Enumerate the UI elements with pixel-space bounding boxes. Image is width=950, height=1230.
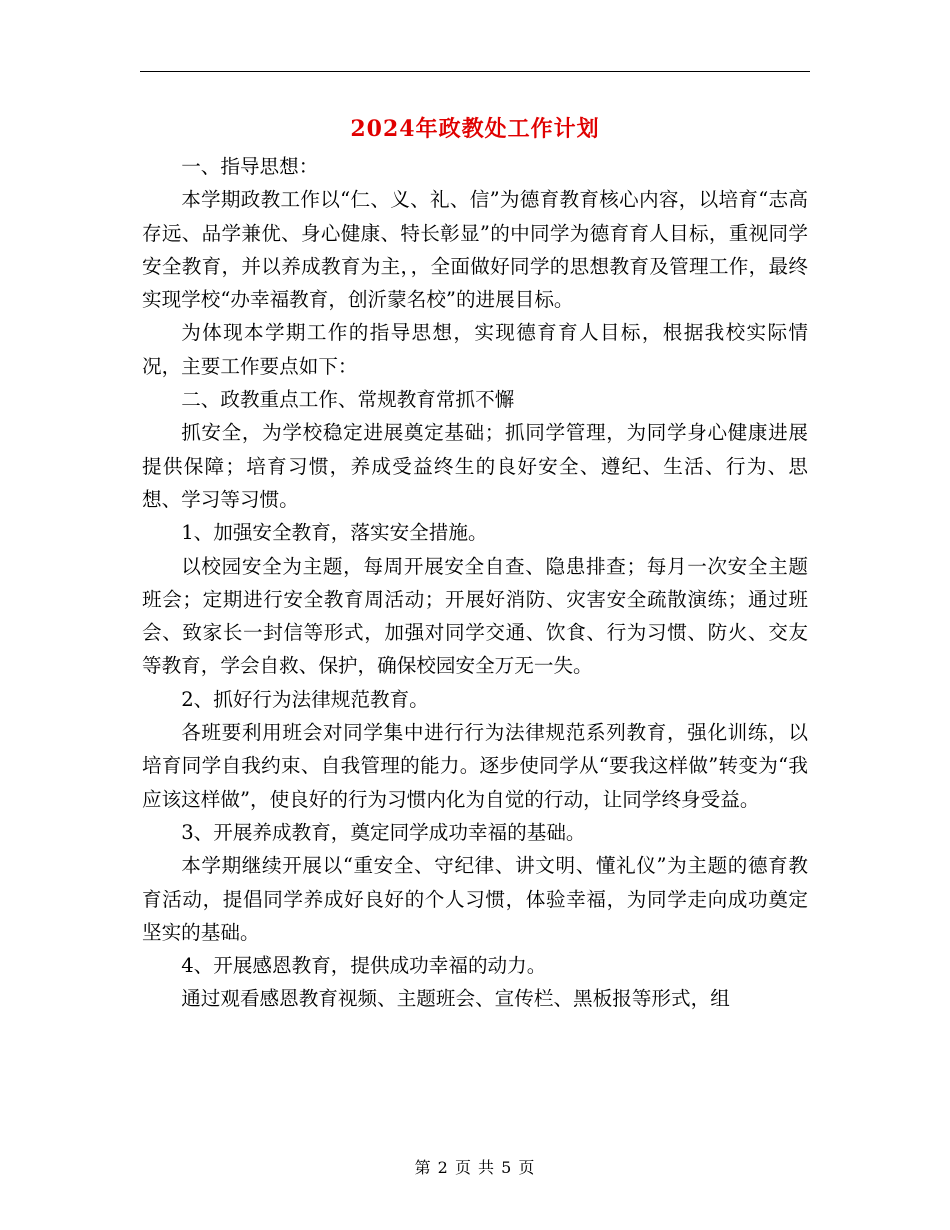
paragraph: 二、政教重点工作、常规教育常抓不懈 [181,388,515,412]
paragraph: 2、抓好行为法律规范教育。 [181,687,429,711]
paragraph: 抓安全，为学校稳定进展奠定基础；抓同学管理，为同学身心健康进展提供保障；培育习惯，养成受益终生的良好安全、遵纪、生活、行为、思想、学习等习惯。 [142,421,808,511]
paragraph: 为体现本学期工作的指导思想，实现德育育人目标，根据我校实际情况，主要工作要点如下： [142,321,808,378]
paragraph: 本学期继续开展以“重安全、守纪律、讲文明、懂礼仪”为主题的德育教育活动，提倡同学养成好良好的个人习惯，体验幸福，为同学走向成功奠定坚实的基础。 [142,854,808,944]
document-title: 2024年政教处工作计划 [350,116,600,142]
paragraph: 4、开展感恩教育，提供成功幸福的动力。 [181,954,547,978]
paragraph: 3、开展养成教育，奠定同学成功幸福的基础。 [181,820,586,844]
paragraph: 以校园安全为主题，每周开展安全自查、隐患排查；每月一次安全主题班会；定期进行安全教育周活动；开展好消防、灾害安全疏散演练；通过班会、致家长一封信等形式，加强对同学交通、饮食、行为习惯、防火、交友等教育，学会自救、保护，确保校园安全万无一失。 [142,554,808,678]
paragraph: 各班要利用班会对同学集中进行行为法律规范系列教育，强化训练，以培育同学自我约束、自我管理的能力。逐步使同学从“要我这样做”转变为“我应该这样做”，使良好的行为习惯内化为自觉的行动，让同学终身受益。 [142,721,808,811]
paragraph: 一、指导思想： [181,155,319,178]
page-number: 第 2 页 共 5 页 [414,1158,536,1177]
document-body [142,150,808,1016]
paragraph: 本学期政教工作以“仁、义、礼、信”为德育教育核心内容，以培育“志高存远、品学兼优、身心健康、特长彰显”的中同学为德育育人目标，重视同学安全教育，并以养成教育为主，，全面做好同学的思想教育及管理工作，最终实现学校“办幸福教育，创沂蒙名校”的进展目标。 [142,188,808,312]
header-rule [140,71,810,72]
paragraph: 1、加强安全教育，落实安全措施。 [181,521,488,545]
paragraph: 通过观看感恩教育视频、主题班会、宣传栏、黑板报等形式，组 [181,987,730,1011]
